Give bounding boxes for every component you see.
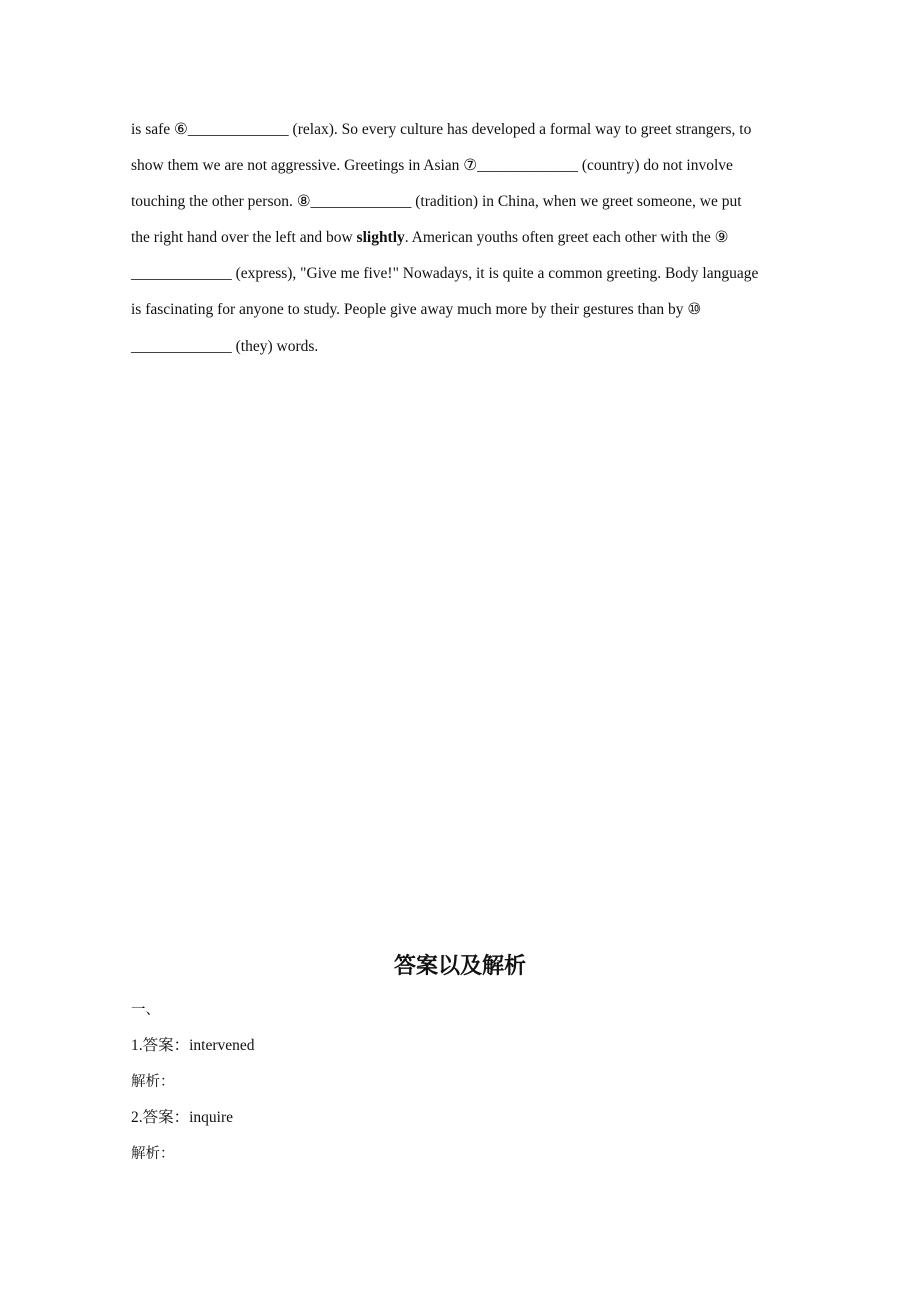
passage-line-6: is fascinating for anyone to study. People give away much more by their gestures than by ⑩ — [131, 301, 702, 318]
section-marker: 一、 — [131, 1002, 160, 1018]
passage-line-4-start: the right hand over the left and bow — [131, 229, 357, 246]
passage-line-4-end: . American youths often greet each other with the ⑨ — [404, 229, 729, 246]
passage-line-2: show them we are not aggressive. Greetings in Asian ⑦_____________ (country) do not involve — [131, 157, 733, 174]
answer-section-title: 答案以及解析 — [393, 954, 526, 979]
bold-word-slightly: slightly — [356, 229, 405, 246]
answer-line-1: 1.答案：intervened — [131, 1037, 255, 1054]
passage-line-5: _____________ (express), "Give me five!" Nowadays, it is quite a common greeting. Body language — [131, 265, 759, 282]
passage-line-4 — [131, 228, 801, 248]
passage-line-1: is safe ⑥_____________ (relax). So every culture has developed a formal way to greet strangers, to — [131, 121, 752, 138]
answer-line-2: 2.答案：inquire — [131, 1109, 234, 1126]
passage-line-3: touching the other person. ⑧_____________ (tradition) in China, when we greet someone, we put — [131, 193, 742, 210]
analysis-label-2: 解析： — [131, 1146, 175, 1162]
analysis-label-1: 解析： — [131, 1074, 175, 1090]
passage-line-7: _____________ (they) words. — [131, 338, 319, 355]
